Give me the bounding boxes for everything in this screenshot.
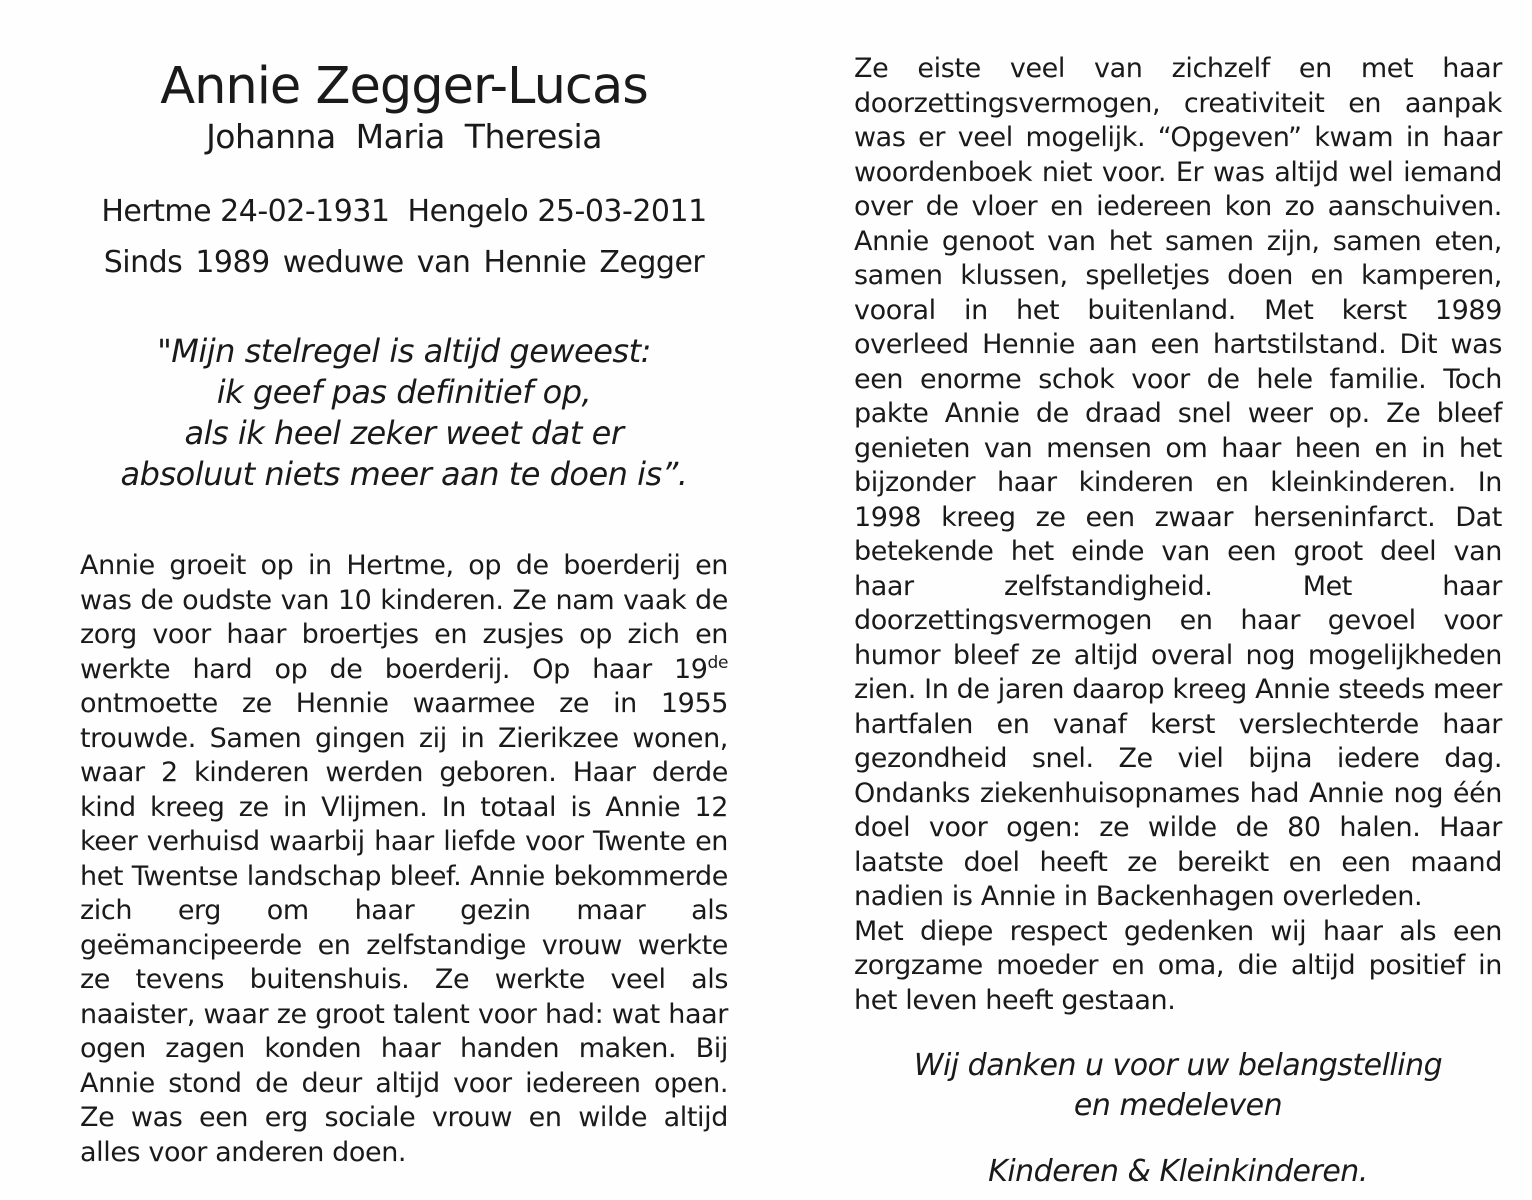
motto-line-3: als ik heel zeker weet dat er [184,414,624,452]
widow-status: Sinds 1989 weduwe van Hennie Zegger [103,245,705,280]
ordinal-superscript: de [707,652,728,673]
motto-line-1: "Mijn stelregel is altijd geweest: [157,332,651,370]
life-dates: Hertme 24-02-1931 Hengelo 25-03-2011 [101,194,707,229]
signature-line: Kinderen & Kleinkinderen. [988,1154,1368,1189]
motto-line-4: absoluut niets meer aan te doen is”. [120,455,688,493]
biography-paragraph-right-1: Ze eiste veel van zichzelf en met haar doorzettingsvermogen, creativiteit en aanpak was er veel mogelijk. “Opgeven” kwam in haar woordenboek niet voor. Er was altijd wel iemand over de vloer en iedereen kon zo aanschuiven. Annie genoot van het samen zijn, samen eten, samen klussen, spelletjes doen en kamperen, vooral in het buitenland. Met kerst 1989 overleed Hennie aan een hartstilstand. Dit was een enorme schok voor de hele familie. Toch pakte Annie de draad snel weer op. Ze bleef genieten van mensen om haar heen en in het bijzonder haar kinderen en kleinkinderen. In 1998 kreeg ze een zwaar herseninfarct. Dat betekende het einde van een groot deel van haar zelfstandigheid. Met haar doorzettingsvermogen en haar gevoel voor humor bleef ze altijd overal nog mogelijkheden zien. In de jaren daarop kreeg Annie steeds meer hartfalen en vanaf kerst verslechterde haar gezondheid snel. Ze viel bijna iedere dag. Ondanks ziekenhuisopnames had Annie nog één doel voor ogen: ze wilde de 80 halen. Haar laatste doel heeft ze bereikt en een maand nadien is Annie in Backenhagen overleden. [854,53,1502,912]
biography-left-part2: ontmoette ze Hennie waarmee ze in 1955 trouwde. Samen gingen zij in Zierikzee wonen, waar 2 kinderen werden geboren. Haar derde kind kreeg ze in Vlijmen. In totaal is Annie 12 keer verhuisd waarbij haar liefde voor Twente en het Twentse landschap bleef. Annie bekommerde zich erg om haar gezin maar als geëmancipeerde en zelfstandige vrouw werkte ze tevens buitenshuis. Ze werkte veel als naaister, waar ze groot talent voor had: wat haar ogen zagen konden haar handen maken. Bij Annie stond de deur altijd voor iedereen open. Ze was een erg sociale vrouw en wilde altijd alles voor anderen doen. [80,688,728,1168]
thanks-line-1: Wij danken u voor uw belangstelling [913,1048,1443,1083]
biography-paragraph-right-2: Met diepe respect gedenken wij haar als een zorgzame moeder en oma, die altijd positief in het leven heeft gestaan. [854,915,1502,1016]
motto-line-2: ik geef pas definitief op, [216,373,592,411]
biography-paragraph-left [80,549,728,1170]
biography-left-part1: Annie groeit op in Hertme, op de boerderij en was de oudste van 10 kinderen. Ze nam vaak de zorg voor haar broertjes en zusjes op zich en werkte hard op de boerderij. Op haar 19 [80,550,728,685]
deceased-name: Annie Zegger-Lucas [160,57,648,116]
thanks-line-2: en medeleven [1073,1088,1283,1123]
motto-quote [80,331,728,495]
left-column [80,58,728,1170]
right-column [854,52,1502,1192]
birth-names: Johanna Maria Theresia [206,117,602,156]
thanks-note [854,1046,1502,1126]
